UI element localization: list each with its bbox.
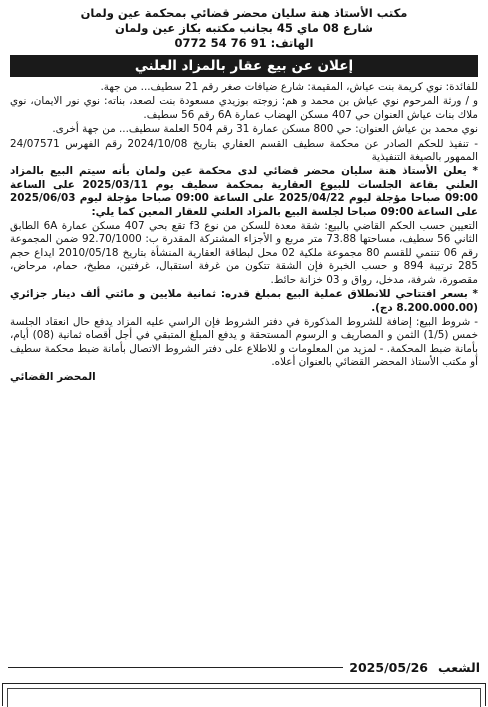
office-name: مكتب الأستاذ هنة سليان محضر قضائي بمحكمة عين ولمان [80,6,408,20]
other-party-paragraph: نوي محمد بن عياش العنوان: حي 800 مسكن عمارة 31 رقم 504 العلمة سطيف... من جهة أخرى. [52,123,478,136]
office-address: شارع 08 ماي 45 بجانب مكتبه بكاز عين ولمان [115,21,373,35]
signature-label: المحضر القضائي [10,370,96,383]
judgment-paragraph: - تنفيذ للحكم الصادر عن محكمة سطيف القسم العقاري بتاريخ 2024/10/08 رقم الفهرس 24/07571 الممهور بالصيغة التنفيذية [10,137,478,164]
announcement-title-banner: إعلان عن بيع عقار بالمزاد العلني [10,55,478,77]
signature-row [4,371,484,384]
opening-price-paragraph: * بسعر افتتاحي للانطلاق عملية البيع بمبلغ قدره: ثمانية ملايين و مائتي ألف دينار جزائري (8.200.000.00 دج). [10,288,478,314]
beneficiary-paragraph: للفائدة: نوي كريمة بنت عياش، المقيمة: شارع ضيافات صغر رقم 21 سطيف... من جهة. [100,81,478,93]
auction-notice-paragraph: * يعلن الأستاذ هنة سليان محضر قضائي لدى محكمة عين ولمان بأنه سيتم البيع بالمزاد العلني بقاعة الجلسات للبيوع العقارية بمحكمة سطيف يوم 2025/03/11 على الساعة 09:00 صباحا مؤجلة ليوم 2025/04/22 على الساعة 09:00 صباحا مؤجلة ليوم 2025/06/03 على الساعة 09:00 صباحا لجلسة البيع بالمزاد العلني للعقار المعين كما يلي: [10,165,479,218]
next-ad-inner-frame [7,688,481,707]
publication-date: 2025/05/26 [349,660,428,675]
announcement-body [4,81,484,370]
newspaper-name: الشعب [438,660,480,675]
property-designation-paragraph: التعيين حسب الحكم القاضي بالبيع: شقة معدة للسكن من نوع f3 تقع بحي 407 مسكن عمارة 6A الطابق الثاني 56 سطيف، مساحتها 73.88 متر مربع و الأجزاء المشتركة المقدرة ب: 92.70/1000 ضمن المجموعة رقم 06 تنتمي للقسم 80 مجموعة ملكية 02 محل لبطاقة العقارية المنشأة بتاريخ 2010/05/18 ايداع حجم 285 ترتيبة 894 و حسب الخبرة فإن الشقة تتكون من غرفة استقبال، غرفتين، مطبخ، حمام، مرحاض، مقصورة، شرفة، مدخل، رواق و 03 خزانة حائط. [10,220,479,286]
next-ad-frame [2,683,486,706]
sale-conditions-paragraph: - شروط البيع: إضافة للشروط المذكورة في دفتر الشروط فإن الراسي عليه المزاد يدفع حال انعقاد الجلسة خمس (1/5) الثمن و المصاريف و الرسوم المستحقة و يدفع المبلغ المتبقي في أجل أقصاه ثمانية (08) أيام، بأمانة ضبط المحكمة. - لمزيد من المعلومات و للاطلاع على دفتر الشروط الاتصال بأمانة ضبط محكمة سطيف أو مكتب الأستاذ المحضر القضائي بالعنوان أعلاه. [10,315,478,369]
heirs-paragraph: و / ورثة المرحوم نوي عياش بن محمد و هم: زوجته بوزيدي مسعودة بنت لصعد، بناته: نوي نور الايمان، نوي ملاك بنات عياش العنوان حي 407 مسكن الهضاب عمارة 6A رقم 56 سطيف. [10,95,478,121]
publication-footer [8,660,480,675]
footer-rule [8,667,343,668]
office-phone: الهاتف: 91 76 54 0772 [174,36,314,50]
bailiff-office-header [4,4,484,51]
announcement-page [4,4,484,694]
